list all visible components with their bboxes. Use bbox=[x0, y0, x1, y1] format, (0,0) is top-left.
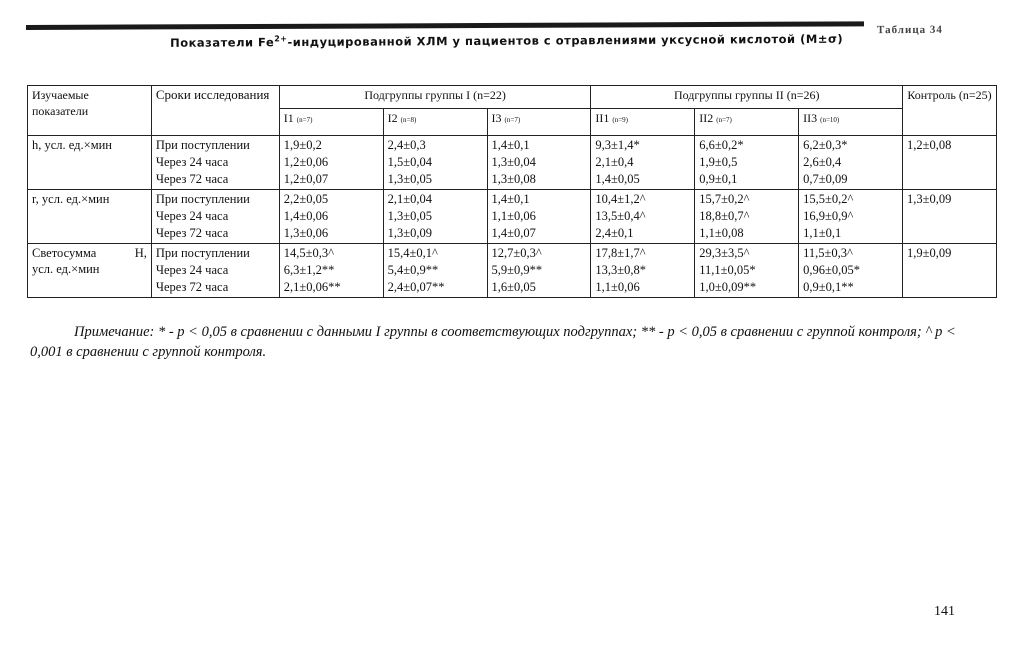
subgroup-n: (n=8) bbox=[400, 116, 417, 124]
timing-cell bbox=[151, 136, 279, 190]
value-line: 1,0±0,09** bbox=[699, 280, 757, 294]
value-cell bbox=[695, 136, 799, 190]
value-line: 29,3±3,5^ bbox=[699, 246, 750, 260]
value-line: 1,4±0,1 bbox=[491, 192, 530, 206]
subgroup-name: I1 bbox=[283, 111, 294, 125]
value-cell bbox=[591, 190, 695, 244]
subgroup-n: (n=10) bbox=[820, 116, 840, 124]
timing-line: Через 72 часа bbox=[155, 280, 229, 294]
control-cell: 1,3±0,09 bbox=[903, 190, 997, 244]
timing-line: Через 24 часа bbox=[155, 155, 229, 169]
value-line: 11,5±0,3^ bbox=[803, 246, 853, 260]
indicator-cell: h, усл. ед.×мин bbox=[28, 136, 152, 190]
subgroup-name: II2 bbox=[699, 111, 714, 125]
timing-line: Через 72 часа bbox=[155, 172, 229, 186]
header-group-2: Подгруппы группы II (n=26) bbox=[591, 86, 903, 109]
value-line: 1,9±0,2 bbox=[283, 138, 322, 152]
subgroup-header bbox=[487, 109, 591, 136]
value-line: 1,1±0,08 bbox=[699, 226, 744, 240]
results-table bbox=[27, 85, 997, 298]
page-number: 141 bbox=[934, 604, 955, 619]
value-cell bbox=[487, 244, 591, 298]
title-suffix: -индуцированной ХЛМ у пациентов с отравлениями уксусной кислотой (M±σ) bbox=[287, 31, 844, 50]
value-line: 1,4±0,06 bbox=[283, 209, 329, 223]
header-timing: Сроки исследования bbox=[151, 86, 279, 136]
value-line: 1,5±0,04 bbox=[387, 155, 433, 169]
top-rule bbox=[26, 21, 864, 30]
timing-line: При поступлении bbox=[155, 138, 250, 152]
subgroup-name: I3 bbox=[491, 111, 502, 125]
value-cell bbox=[695, 190, 799, 244]
value-line: 1,4±0,1 bbox=[491, 138, 530, 152]
value-cell bbox=[695, 244, 799, 298]
value-cell bbox=[487, 190, 591, 244]
value-cell bbox=[799, 244, 903, 298]
value-cell bbox=[591, 136, 695, 190]
value-cell bbox=[591, 244, 695, 298]
value-cell bbox=[383, 244, 487, 298]
table-row bbox=[28, 244, 997, 298]
indicator-cell bbox=[28, 244, 152, 298]
subgroup-n: (n=7) bbox=[296, 116, 313, 124]
value-line: 1,9±0,5 bbox=[699, 155, 738, 169]
value-line: 2,1±0,06** bbox=[283, 280, 341, 294]
value-line: 11,1±0,05* bbox=[699, 263, 756, 277]
value-line: 1,6±0,05 bbox=[491, 280, 536, 294]
value-line: 1,3±0,05 bbox=[387, 209, 433, 223]
value-line: 12,7±0,3^ bbox=[491, 246, 542, 260]
value-cell bbox=[279, 190, 383, 244]
value-line: 13,5±0,4^ bbox=[595, 209, 646, 223]
subgroup-header bbox=[383, 109, 487, 136]
subgroup-n: (n=7) bbox=[716, 116, 732, 124]
value-line: 17,8±1,7^ bbox=[595, 246, 646, 260]
timing-line: Через 24 часа bbox=[155, 263, 229, 277]
value-line: 0,9±0,1** bbox=[803, 280, 854, 294]
header-row-1 bbox=[28, 86, 997, 109]
value-line: 5,4±0,9** bbox=[387, 263, 439, 277]
value-line: 5,9±0,9** bbox=[491, 263, 543, 277]
value-line: 1,1±0,06 bbox=[491, 209, 536, 223]
value-line: 14,5±0,3^ bbox=[283, 246, 335, 260]
indicator-symbol: H, bbox=[134, 246, 147, 260]
control-cell: 1,9±0,09 bbox=[903, 244, 997, 298]
subgroup-header bbox=[591, 109, 695, 136]
value-line: 1,2±0,06 bbox=[283, 155, 329, 169]
table-label: Таблица 34 bbox=[876, 23, 943, 37]
value-line: 6,6±0,2* bbox=[699, 138, 744, 152]
subgroup-name: II3 bbox=[803, 111, 818, 125]
table-row bbox=[28, 190, 997, 244]
value-line: 2,4±0,07** bbox=[387, 280, 445, 294]
value-line: 6,3±1,2** bbox=[283, 263, 335, 277]
subgroup-header bbox=[695, 109, 799, 136]
value-cell bbox=[279, 136, 383, 190]
value-line: 0,96±0,05* bbox=[803, 263, 861, 277]
value-line: 0,7±0,09 bbox=[803, 172, 848, 186]
value-line: 1,3±0,06 bbox=[283, 226, 329, 240]
value-line: 1,3±0,05 bbox=[387, 172, 433, 186]
value-line: 1,3±0,09 bbox=[387, 226, 433, 240]
table-note: Примечание: * - р < 0,05 в сравнении с данными I группы в соответствующих подгруппах; ** - р < 0,05 в сравнении с группой контроля; ^ р < 0,001 в сравнении с группой контроля. bbox=[30, 324, 956, 360]
timing-line: Через 72 часа bbox=[155, 226, 229, 240]
control-cell: 1,2±0,08 bbox=[903, 136, 997, 190]
value-cell bbox=[799, 190, 903, 244]
indicator-word: Светосумма bbox=[32, 246, 97, 260]
indicator-line bbox=[32, 245, 147, 261]
timing-line: Через 24 часа bbox=[155, 209, 229, 223]
subgroup-n: (n=7) bbox=[504, 116, 521, 124]
value-line: 2,1±0,4 bbox=[595, 155, 634, 169]
subgroup-name: I2 bbox=[387, 111, 398, 125]
value-line: 9,3±1,4* bbox=[595, 138, 640, 152]
timing-line: При поступлении bbox=[155, 192, 250, 206]
value-line: 2,4±0,1 bbox=[595, 226, 634, 240]
timing-line: При поступлении bbox=[155, 246, 250, 260]
value-cell bbox=[383, 136, 487, 190]
value-cell bbox=[799, 136, 903, 190]
indicator-cell: r, усл. ед.×мин bbox=[28, 190, 152, 244]
subgroup-header bbox=[279, 109, 383, 136]
value-line: 15,4±0,1^ bbox=[387, 246, 438, 260]
table-row bbox=[28, 136, 997, 190]
value-line: 1,2±0,07 bbox=[283, 172, 329, 186]
header-indicator: Изучаемые показатели bbox=[28, 86, 152, 136]
value-line: 10,4±1,2^ bbox=[595, 192, 646, 206]
value-line: 13,3±0,8* bbox=[595, 263, 647, 277]
header-control: Контроль (n=25) bbox=[903, 86, 997, 136]
value-line: 15,5±0,2^ bbox=[803, 192, 854, 206]
value-line: 16,9±0,9^ bbox=[803, 209, 854, 223]
title-superscript: 2+ bbox=[274, 34, 288, 44]
value-line: 1,4±0,05 bbox=[595, 172, 640, 186]
value-line: 1,1±0,1 bbox=[803, 226, 842, 240]
value-line: 15,7±0,2^ bbox=[699, 192, 750, 206]
page-title bbox=[170, 31, 843, 50]
timing-cell bbox=[151, 244, 279, 298]
timing-cell bbox=[151, 190, 279, 244]
value-line: 2,2±0,05 bbox=[283, 192, 329, 206]
value-cell bbox=[383, 190, 487, 244]
value-line: 2,1±0,04 bbox=[387, 192, 433, 206]
value-line: 1,4±0,07 bbox=[491, 226, 536, 240]
subgroup-header bbox=[799, 109, 903, 136]
value-line: 1,1±0,06 bbox=[595, 280, 640, 294]
value-line: 0,9±0,1 bbox=[699, 172, 738, 186]
indicator-unit: усл. ед.×мин bbox=[32, 262, 100, 276]
subgroup-n: (n=9) bbox=[612, 116, 629, 124]
title-prefix: Показатели Fe bbox=[170, 35, 275, 50]
subgroup-name: II1 bbox=[595, 111, 610, 125]
value-line: 1,3±0,04 bbox=[491, 155, 536, 169]
header-group-1: Подгруппы группы I (n=22) bbox=[279, 86, 591, 109]
value-line: 6,2±0,3* bbox=[803, 138, 848, 152]
value-line: 2,4±0,3 bbox=[387, 138, 426, 152]
value-cell bbox=[487, 136, 591, 190]
value-line: 2,6±0,4 bbox=[803, 155, 842, 169]
value-line: 1,3±0,08 bbox=[491, 172, 536, 186]
value-line: 18,8±0,7^ bbox=[699, 209, 750, 223]
value-cell bbox=[279, 244, 383, 298]
